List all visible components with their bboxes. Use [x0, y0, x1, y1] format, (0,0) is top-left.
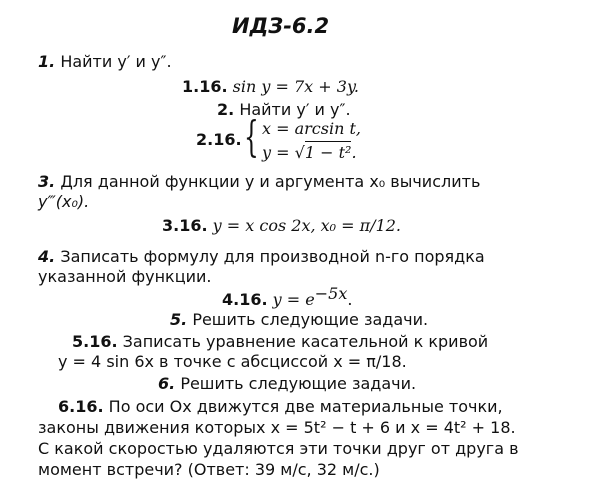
task-3-number: 3.	[38, 172, 56, 191]
problem-6-16-line-4: момент встречи? (Ответ: 39 м/с, 32 м/с.)	[38, 460, 380, 479]
task-6	[158, 374, 416, 394]
document-title: ИДЗ-6.2	[232, 14, 330, 38]
task-3-text-line-1: Для данной функции y и аргумента x₀ вычислить	[60, 172, 481, 191]
system-brace: {	[244, 112, 259, 161]
sqrt-sign: √	[294, 143, 305, 162]
problem-1-16	[182, 77, 359, 97]
task-4-number: 4.	[38, 247, 56, 266]
sqrt-radicand: 1 − t²	[304, 143, 352, 162]
task-1-number: 1.	[38, 52, 56, 71]
problem-4-16-number: 4.16.	[222, 290, 268, 309]
problem-1-16-number: 1.16.	[182, 77, 228, 96]
problem-5-16-line-2: y = 4 sin 6x в точке с абсциссой x = π/18.	[58, 352, 407, 371]
task-3-line-2: y‴(x₀).	[38, 192, 90, 211]
task-4-text-line-1: Записать формулу для производной n-го порядка	[60, 247, 485, 266]
problem-6-16-line-3: С какой скоростью удаляются эти точки друг от друга в	[38, 439, 519, 458]
task-5-text: Решить следующие задачи.	[192, 310, 429, 329]
problem-4-16	[222, 284, 353, 310]
problem-1-16-expression: sin y = 7x + 3y.	[232, 77, 359, 96]
task-5-number: 5.	[170, 310, 188, 329]
problem-2-16-row-1: x = arcsin t,	[262, 119, 361, 138]
task-3-line-1	[38, 172, 480, 192]
problem-4-16-expression: y = e	[272, 290, 315, 309]
task-2	[217, 100, 351, 120]
task-1-text: Найти y′ и y″.	[60, 52, 172, 71]
problem-6-16-line-1	[58, 397, 503, 417]
task-4-line-1	[38, 247, 485, 267]
task-5	[170, 310, 428, 330]
problem-5-16-line-1	[72, 332, 488, 352]
problem-5-16-text-line-1: Записать уравнение касательной к кривой	[122, 332, 489, 351]
problem-2-16-number: 2.16.	[196, 130, 242, 149]
task-1	[38, 52, 172, 72]
problem-3-16-expression: y = x cos 2x, x₀ = π/12.	[212, 216, 402, 235]
task-2-number: 2.	[217, 100, 235, 119]
problem-6-16-line-2: законы движения которых x = 5t² − t + 6 и x = 4t² + 18.	[38, 418, 516, 437]
problem-4-16-tail: .	[347, 290, 353, 309]
problem-2-16-row-2	[262, 143, 357, 163]
problem-6-16-number: 6.16.	[58, 397, 104, 416]
task-4-line-2: указанной функции.	[38, 267, 212, 286]
row-2-prefix: y =	[262, 143, 295, 162]
problem-3-16	[162, 216, 401, 236]
task-2-text: Найти y′ и y″.	[239, 100, 351, 119]
problem-5-16-number: 5.16.	[72, 332, 118, 351]
problem-6-16-text-line-1: По оси Ox движутся две материальные точки,	[108, 397, 503, 416]
task-6-text: Решить следующие задачи.	[180, 374, 417, 393]
row-2-suffix: .	[351, 143, 357, 162]
task-6-number: 6.	[158, 374, 176, 393]
problem-3-16-number: 3.16.	[162, 216, 208, 235]
problem-4-16-exponent: −5x	[314, 284, 348, 303]
